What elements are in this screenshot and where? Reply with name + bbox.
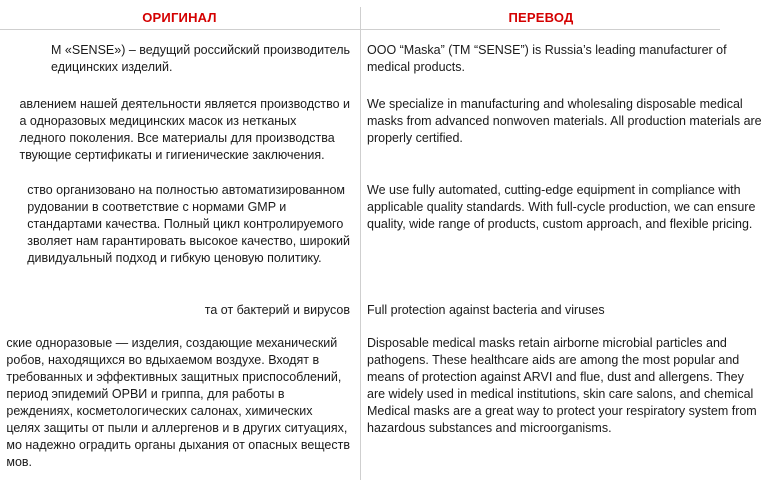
text-line: We specialize in manufacturing and wholesaling disposable medical [367, 97, 743, 111]
text-line: pathogens. These healthcare aids are among the most popular and [367, 353, 740, 367]
translation-column [361, 29, 762, 480]
text-line: мо надежно оградить органы дыхания от опасных веществ [6, 438, 350, 452]
text-line: робов, находящихся во вдыхаемом воздухе. Входят в [6, 353, 320, 367]
translation-paragraph [367, 96, 762, 147]
text-line: We use fully automated, cutting-edge equipment in compliance with [367, 183, 741, 197]
original-column-header: ОРИГИНАЛ [142, 10, 217, 25]
text-line: требованных и эффективных защитных приспособлений, [6, 370, 342, 384]
text-line: hazardous substances and microorganisms. [367, 421, 612, 435]
original-heading [205, 302, 350, 319]
text-line: M «SENSE») – ведущий российский производитель [51, 43, 350, 57]
text-line: medical products. [367, 60, 465, 74]
text-line: авлением нашей деятельности является производство и [19, 97, 350, 111]
original-column [0, 29, 358, 480]
original-paragraph [19, 96, 350, 164]
text-line: период эпидемий ОРВИ и гриппа, для работы в [6, 387, 285, 401]
text-line: реждениях, косметологических салонах, химических [6, 404, 313, 418]
text-line: Medical masks are a great way to protect your respiratory system from [367, 404, 757, 418]
text-line: та от бактерий и вирусов [204, 303, 350, 317]
text-line: Disposable medical masks retain airborne microbial particles and [367, 336, 727, 350]
text-line: целях защиты от пыли и аллергенов и в других ситуациях, [6, 421, 348, 435]
translation-paragraph [367, 182, 755, 233]
translation-paragraph [367, 42, 727, 76]
text-line: quality, wide range of products, custom approach, and flexible pricing. [367, 217, 753, 231]
original-paragraph [27, 182, 350, 267]
text-line: стандартами качества. Полный цикл контролируемого [27, 217, 344, 231]
text-line: а одноразовых медицинских масок из нетканых [19, 114, 297, 128]
translation-column-header: ПЕРЕВОД [508, 10, 574, 25]
text-line: твующие сертификаты и гигиенические заключения. [19, 148, 325, 162]
text-line: properly certified. [367, 131, 463, 145]
text-line: masks from advanced nonwoven materials. All production materials are [367, 114, 762, 128]
text-line: applicable quality standards. With full-cycle production, we can ensure [367, 200, 756, 214]
text-line: ство организовано на полностью автоматизированном [27, 183, 346, 197]
text-line: едицинских изделий. [51, 60, 173, 74]
translation-heading [367, 302, 605, 319]
text-line: OOO “Maska” (TM “SENSE”) is Russia’s leading manufacturer of [367, 43, 727, 57]
text-line: зволяет нам гарантировать высокое качество, широкий [27, 234, 350, 248]
original-paragraph [51, 42, 350, 76]
text-line: рудовании в соответствие с нормами GMP и [27, 200, 287, 214]
translation-paragraph [367, 335, 757, 437]
text-line: are widely used in medical institutions, skin care salons, and chemical [367, 387, 754, 401]
text-line: means of protection against ARVI and flue, dust and allergens. They [367, 370, 744, 384]
text-line: Full protection against bacteria and viruses [367, 303, 605, 317]
original-paragraph [6, 335, 350, 471]
text-line: мов. [6, 455, 33, 469]
text-line: дивидуальный подход и гибкую ценовую политику. [27, 251, 322, 265]
text-line: ские одноразовые — изделия, создающие механический [6, 336, 338, 350]
text-line: ледного поколения. Все материалы для производства [19, 131, 335, 145]
